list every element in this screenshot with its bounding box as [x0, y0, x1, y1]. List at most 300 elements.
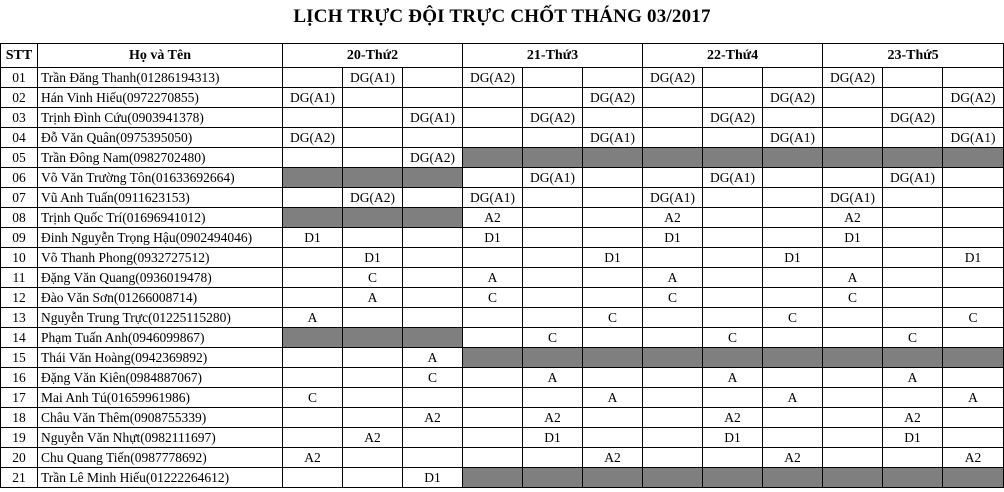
shift-cell: DG(A1): [883, 168, 943, 188]
shift-cell: [343, 128, 403, 148]
shift-cell: C: [943, 308, 1004, 328]
shift-cell: [403, 188, 463, 208]
stt-cell: 01: [1, 68, 38, 88]
shift-cell: [283, 408, 343, 428]
shift-cell: [943, 328, 1004, 348]
shift-cell: [823, 408, 883, 428]
shift-cell: DG(A2): [943, 88, 1004, 108]
shift-cell: [523, 148, 583, 168]
shift-cell: DG(A1): [523, 168, 583, 188]
shift-cell: [703, 388, 763, 408]
shift-cell: D1: [583, 248, 643, 268]
shift-cell: [523, 228, 583, 248]
shift-cell: C: [403, 368, 463, 388]
shift-cell: A: [703, 368, 763, 388]
shift-cell: C: [763, 308, 823, 328]
shift-cell: [643, 468, 703, 488]
shift-cell: DG(A2): [823, 68, 883, 88]
shift-cell: [523, 388, 583, 408]
shift-cell: A2: [763, 448, 823, 468]
shift-cell: [283, 428, 343, 448]
shift-cell: [763, 228, 823, 248]
shift-cell: [643, 148, 703, 168]
shift-cell: [883, 208, 943, 228]
shift-cell: C: [463, 288, 523, 308]
shift-cell: A: [463, 268, 523, 288]
shift-cell: [943, 208, 1004, 228]
shift-cell: [343, 148, 403, 168]
day-header: 22-Thứ4: [643, 44, 823, 68]
shift-cell: C: [523, 328, 583, 348]
shift-cell: A: [883, 368, 943, 388]
stt-cell: 05: [1, 148, 38, 168]
shift-cell: C: [643, 288, 703, 308]
shift-cell: DG(A1): [763, 128, 823, 148]
shift-cell: [283, 188, 343, 208]
member-name-cell: Mai Anh Tú(01659961986): [38, 388, 283, 408]
shift-cell: [943, 348, 1004, 368]
shift-cell: [583, 468, 643, 488]
shift-cell: [643, 248, 703, 268]
shift-cell: D1: [823, 228, 883, 248]
member-name-cell: Đặng Văn Quang(0936019478): [38, 268, 283, 288]
shift-cell: [403, 88, 463, 108]
shift-cell: [523, 308, 583, 328]
name-header: Họ và Tên: [38, 44, 283, 68]
shift-cell: [343, 228, 403, 248]
shift-cell: [403, 128, 463, 148]
shift-cell: [883, 228, 943, 248]
shift-cell: [583, 188, 643, 208]
table-row: [1, 68, 1004, 88]
shift-cell: [763, 168, 823, 188]
shift-cell: A: [583, 388, 643, 408]
shift-cell: A2: [523, 408, 583, 428]
shift-cell: [283, 348, 343, 368]
shift-cell: [403, 328, 463, 348]
member-name-cell: Hán Vinh Hiếu(0972270855): [38, 88, 283, 108]
table-row: [1, 88, 1004, 108]
shift-cell: A2: [283, 448, 343, 468]
shift-cell: [283, 468, 343, 488]
shift-cell: [883, 468, 943, 488]
shift-cell: DG(A2): [643, 68, 703, 88]
shift-cell: [283, 68, 343, 88]
shift-cell: DG(A2): [523, 108, 583, 128]
shift-cell: [883, 188, 943, 208]
shift-cell: [583, 348, 643, 368]
table-row: [1, 468, 1004, 488]
table-row: [1, 128, 1004, 148]
shift-cell: [403, 268, 463, 288]
member-name-cell: Nguyễn Trung Trực(01225115280): [38, 308, 283, 328]
shift-cell: [823, 128, 883, 148]
shift-cell: [703, 228, 763, 248]
shift-cell: [283, 328, 343, 348]
shift-cell: C: [583, 308, 643, 328]
shift-cell: C: [823, 288, 883, 308]
shift-cell: [943, 428, 1004, 448]
shift-cell: D1: [343, 248, 403, 268]
shift-cell: [523, 448, 583, 468]
shift-cell: [763, 68, 823, 88]
shift-cell: [523, 288, 583, 308]
shift-cell: [883, 448, 943, 468]
shift-cell: [523, 88, 583, 108]
shift-cell: [703, 448, 763, 468]
shift-cell: [823, 168, 883, 188]
shift-cell: [823, 108, 883, 128]
shift-cell: [823, 248, 883, 268]
table-row: [1, 248, 1004, 268]
shift-cell: C: [703, 328, 763, 348]
stt-cell: 08: [1, 208, 38, 228]
shift-cell: [523, 268, 583, 288]
shift-cell: [343, 88, 403, 108]
shift-cell: C: [283, 388, 343, 408]
stt-cell: 16: [1, 368, 38, 388]
shift-cell: [463, 148, 523, 168]
shift-cell: [643, 88, 703, 108]
stt-cell: 07: [1, 188, 38, 208]
member-name-cell: Trần Đăng Thanh(01286194313): [38, 68, 283, 88]
shift-cell: [403, 168, 463, 188]
shift-cell: [343, 348, 403, 368]
page-title: LỊCH TRỰC ĐỘI TRỰC CHỐT THÁNG 03/2017: [293, 6, 711, 27]
table-row: [1, 168, 1004, 188]
shift-cell: [763, 288, 823, 308]
stt-cell: 14: [1, 328, 38, 348]
shift-cell: [283, 368, 343, 388]
shift-cell: [343, 328, 403, 348]
header-row: [1, 44, 1004, 68]
day-header: 21-Thứ3: [463, 44, 643, 68]
stt-cell: 10: [1, 248, 38, 268]
stt-cell: 18: [1, 408, 38, 428]
shift-cell: A2: [463, 208, 523, 228]
member-name-cell: Nguyễn Văn Nhựt(0982111697): [38, 428, 283, 448]
stt-cell: 03: [1, 108, 38, 128]
shift-cell: [403, 308, 463, 328]
shift-cell: [583, 228, 643, 248]
shift-cell: A2: [643, 208, 703, 228]
shift-cell: [583, 328, 643, 348]
shift-cell: [463, 428, 523, 448]
shift-cell: [703, 308, 763, 328]
shift-cell: [463, 168, 523, 188]
shift-cell: [583, 168, 643, 188]
shift-cell: [403, 448, 463, 468]
shift-cell: C: [343, 268, 403, 288]
member-name-cell: Vũ Anh Tuấn(0911623153): [38, 188, 283, 208]
shift-cell: [283, 148, 343, 168]
shift-cell: A2: [823, 208, 883, 228]
shift-cell: [343, 368, 403, 388]
stt-cell: 09: [1, 228, 38, 248]
shift-cell: DG(A2): [583, 88, 643, 108]
table-row: [1, 368, 1004, 388]
shift-cell: DG(A1): [643, 188, 703, 208]
table-row: [1, 308, 1004, 328]
shift-cell: [763, 108, 823, 128]
shift-cell: DG(A2): [463, 68, 523, 88]
shift-cell: DG(A2): [703, 108, 763, 128]
member-name-cell: Võ Thanh Phong(0932727512): [38, 248, 283, 268]
shift-cell: [523, 468, 583, 488]
shift-cell: A: [403, 348, 463, 368]
table-row: [1, 148, 1004, 168]
shift-cell: [463, 468, 523, 488]
shift-cell: [883, 128, 943, 148]
shift-cell: [463, 128, 523, 148]
shift-cell: [343, 108, 403, 128]
member-name-cell: Trần Lê Minh Hiếu(01222264612): [38, 468, 283, 488]
shift-cell: [763, 208, 823, 228]
stt-cell: 04: [1, 128, 38, 148]
shift-cell: [883, 248, 943, 268]
shift-cell: [523, 208, 583, 228]
shift-cell: D1: [643, 228, 703, 248]
shift-cell: [823, 428, 883, 448]
shift-cell: A: [823, 268, 883, 288]
shift-cell: [643, 348, 703, 368]
shift-cell: D1: [763, 248, 823, 268]
shift-cell: [883, 348, 943, 368]
shift-cell: [943, 68, 1004, 88]
shift-cell: [403, 248, 463, 268]
shift-cell: [943, 108, 1004, 128]
table-row: [1, 228, 1004, 248]
table-row: [1, 328, 1004, 348]
shift-cell: DG(A1): [703, 168, 763, 188]
shift-cell: [463, 388, 523, 408]
member-name-cell: Đào Văn Sơn(01266008714): [38, 288, 283, 308]
shift-cell: D1: [463, 228, 523, 248]
shift-cell: D1: [703, 428, 763, 448]
shift-cell: DG(A2): [883, 108, 943, 128]
stt-cell: 13: [1, 308, 38, 328]
shift-cell: DG(A1): [943, 128, 1004, 148]
shift-cell: [883, 88, 943, 108]
shift-cell: A2: [403, 408, 463, 428]
shift-cell: [583, 408, 643, 428]
shift-cell: DG(A1): [343, 68, 403, 88]
shift-cell: [583, 68, 643, 88]
shift-cell: [943, 408, 1004, 428]
shift-cell: [283, 168, 343, 188]
table-row: [1, 388, 1004, 408]
shift-cell: [643, 448, 703, 468]
shift-cell: [883, 68, 943, 88]
shift-cell: [463, 368, 523, 388]
shift-cell: [343, 408, 403, 428]
shift-cell: D1: [943, 248, 1004, 268]
stt-cell: 21: [1, 468, 38, 488]
shift-cell: DG(A1): [823, 188, 883, 208]
shift-cell: [763, 268, 823, 288]
shift-cell: [403, 228, 463, 248]
shift-cell: [703, 68, 763, 88]
shift-cell: [523, 248, 583, 268]
day-header: 20-Thứ2: [283, 44, 463, 68]
member-name-cell: Trịnh Đình Cứu(0903941378): [38, 108, 283, 128]
shift-cell: [763, 408, 823, 428]
member-name-cell: Trịnh Quốc Trí(01696941012): [38, 208, 283, 228]
shift-cell: [643, 328, 703, 348]
shift-cell: [943, 268, 1004, 288]
shift-cell: [763, 368, 823, 388]
shift-cell: [583, 208, 643, 228]
shift-cell: [343, 208, 403, 228]
shift-cell: [343, 168, 403, 188]
shift-cell: [583, 368, 643, 388]
shift-cell: [823, 328, 883, 348]
shift-cell: [883, 288, 943, 308]
shift-cell: [883, 308, 943, 328]
shift-cell: D1: [523, 428, 583, 448]
shift-cell: [463, 408, 523, 428]
shift-cell: [823, 448, 883, 468]
shift-cell: [283, 268, 343, 288]
shift-cell: A2: [343, 428, 403, 448]
shift-cell: [703, 248, 763, 268]
shift-cell: D1: [283, 228, 343, 248]
shift-cell: [523, 188, 583, 208]
shift-cell: [703, 188, 763, 208]
table-row: [1, 288, 1004, 308]
table-row: [1, 188, 1004, 208]
shift-cell: [883, 388, 943, 408]
stt-cell: 06: [1, 168, 38, 188]
shift-cell: [643, 108, 703, 128]
shift-cell: [643, 128, 703, 148]
shift-cell: A: [283, 308, 343, 328]
shift-cell: A: [943, 388, 1004, 408]
shift-cell: [343, 388, 403, 408]
shift-cell: [583, 288, 643, 308]
shift-cell: [823, 148, 883, 168]
shift-cell: [823, 388, 883, 408]
shift-cell: [403, 208, 463, 228]
shift-cell: A2: [883, 408, 943, 428]
table-row: [1, 448, 1004, 468]
shift-cell: [523, 128, 583, 148]
shift-cell: [763, 148, 823, 168]
shift-cell: [703, 268, 763, 288]
shift-cell: [463, 348, 523, 368]
shift-cell: [643, 428, 703, 448]
shift-cell: [583, 108, 643, 128]
shift-cell: DG(A1): [403, 108, 463, 128]
shift-cell: A2: [583, 448, 643, 468]
shift-cell: [403, 428, 463, 448]
shift-cell: [283, 108, 343, 128]
shift-cell: [283, 208, 343, 228]
shift-cell: A: [643, 268, 703, 288]
member-name-cell: Thái Văn Hoàng(0942369892): [38, 348, 283, 368]
shift-cell: [703, 288, 763, 308]
shift-cell: [643, 168, 703, 188]
shift-cell: D1: [403, 468, 463, 488]
table-row: [1, 348, 1004, 368]
shift-cell: A: [343, 288, 403, 308]
table-row: [1, 208, 1004, 228]
shift-cell: DG(A1): [283, 88, 343, 108]
shift-cell: [703, 468, 763, 488]
shift-cell: A: [523, 368, 583, 388]
shift-cell: [343, 308, 403, 328]
shift-cell: DG(A2): [283, 128, 343, 148]
shift-cell: [823, 308, 883, 328]
shift-cell: [463, 448, 523, 468]
shift-cell: [943, 468, 1004, 488]
member-name-cell: Đặng Văn Kiên(0984887067): [38, 368, 283, 388]
stt-cell: 19: [1, 428, 38, 448]
shift-cell: [943, 168, 1004, 188]
shift-cell: [703, 348, 763, 368]
shift-cell: [763, 348, 823, 368]
shift-cell: [943, 288, 1004, 308]
shift-cell: DG(A1): [583, 128, 643, 148]
shift-cell: [523, 348, 583, 368]
member-name-cell: Võ Văn Trường Tôn(01633692664): [38, 168, 283, 188]
shift-cell: [643, 368, 703, 388]
shift-cell: [643, 388, 703, 408]
table-row: [1, 428, 1004, 448]
shift-cell: [583, 428, 643, 448]
shift-cell: [703, 128, 763, 148]
table-row: [1, 268, 1004, 288]
shift-cell: [763, 188, 823, 208]
shift-cell: DG(A1): [463, 188, 523, 208]
member-name-cell: Chu Quang Tiến(0987778692): [38, 448, 283, 468]
member-name-cell: Phạm Tuấn Anh(0946099867): [38, 328, 283, 348]
shift-cell: [463, 108, 523, 128]
member-name-cell: Đỗ Văn Quân(0975395050): [38, 128, 283, 148]
shift-cell: [943, 148, 1004, 168]
table-row: [1, 108, 1004, 128]
shift-cell: [403, 68, 463, 88]
shift-cell: [403, 388, 463, 408]
member-name-cell: Châu Văn Thêm(0908755339): [38, 408, 283, 428]
stt-cell: 20: [1, 448, 38, 468]
shift-cell: [823, 368, 883, 388]
member-name-cell: Đinh Nguyễn Trọng Hậu(0902494046): [38, 228, 283, 248]
shift-cell: [523, 68, 583, 88]
stt-cell: 02: [1, 88, 38, 108]
shift-cell: [763, 328, 823, 348]
shift-cell: [883, 148, 943, 168]
shift-cell: [643, 308, 703, 328]
shift-cell: D1: [883, 428, 943, 448]
shift-cell: DG(A2): [763, 88, 823, 108]
shift-cell: [463, 248, 523, 268]
stt-cell: 11: [1, 268, 38, 288]
shift-cell: [343, 448, 403, 468]
shift-cell: [943, 188, 1004, 208]
shift-cell: [763, 468, 823, 488]
member-name-cell: Trần Đông Nam(0982702480): [38, 148, 283, 168]
stt-cell: 12: [1, 288, 38, 308]
table-row: [1, 408, 1004, 428]
stt-header: STT: [1, 44, 38, 68]
stt-cell: 15: [1, 348, 38, 368]
shift-cell: [943, 368, 1004, 388]
shift-cell: [463, 308, 523, 328]
shift-cell: [643, 408, 703, 428]
shift-cell: [703, 88, 763, 108]
day-header: 23-Thứ5: [823, 44, 1004, 68]
